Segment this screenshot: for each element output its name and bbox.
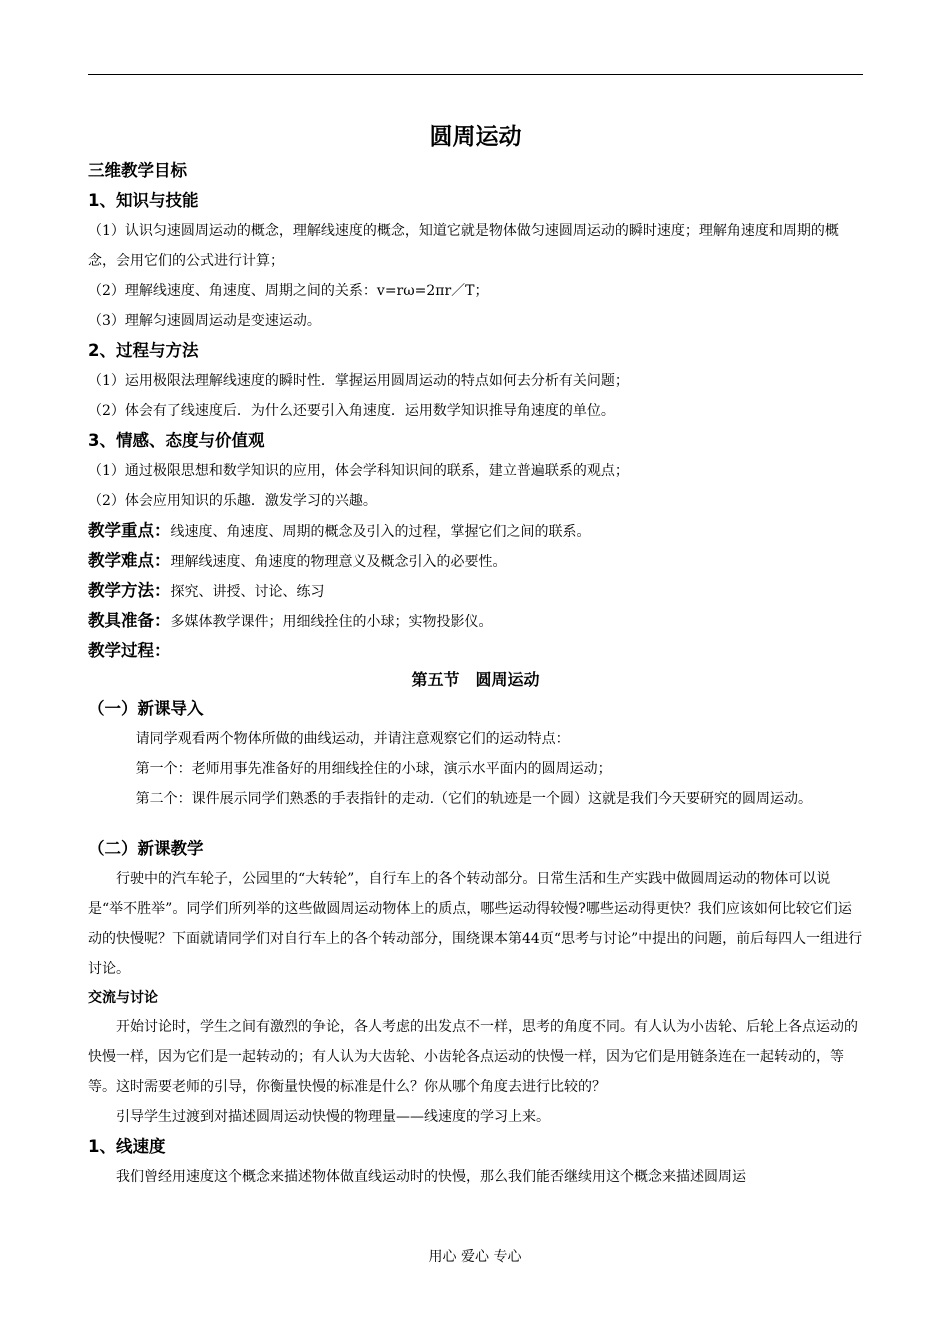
spacer — [88, 814, 863, 834]
intro-heading: （一）新课导入 — [88, 699, 204, 718]
linear-velocity-paragraph: 我们曾经用速度这个概念来描述物体做直线运动时的快慢，那么我们能否继续用这个概念来描述圆周运 — [116, 1169, 746, 1185]
header-rule — [88, 74, 863, 75]
knowledge-item-1: （1）认识匀速圆周运动的概念，理解线速度的概念，知道它就是物体做匀速圆周运动的瞬时速度；理解角速度和周期的概念，会用它们的公式进行计算； — [88, 223, 839, 269]
process-row — [88, 636, 863, 666]
values-item-1: （1）通过极限思想和数学知识的应用，体会学科知识间的联系，建立普遍联系的观点； — [88, 463, 629, 479]
document-body — [88, 118, 863, 1192]
knowledge-skills-heading: 1、知识与技能 — [88, 191, 199, 210]
teaching-paragraph: 行驶中的汽车轮子，公园里的“大转轮”，自行车上的各个转动部分。日常生活和生产实践中做圆周运动的物体可以说是“举不胜举”。同学们所列举的这些做圆周运动物体上的质点，哪些运动得较慢?哪些运动得更快？我们应该如何比较它们运动的快慢呢？下面就请同学们对自行车上的各个转动部分，围绕课本第44页“思考与讨论”中提出的问题，前后每四人一组进行讨论。 — [88, 871, 863, 977]
section-title: 第五节 圆周运动 — [411, 670, 540, 689]
difficulty-row — [88, 546, 863, 576]
goals-heading: 三维教学目标 — [88, 161, 187, 180]
method-text: 探究、讲授、讨论、练习 — [170, 584, 325, 600]
knowledge-item-3: （3）理解匀速圆周运动是变速运动。 — [88, 313, 321, 329]
process-item-2: （2）体会有了线速度后．为什么还要引入角速度．运用数学知识推导角速度的单位。 — [88, 403, 615, 419]
discussion-paragraph-1: 开始讨论时，学生之间有激烈的争论，各人考虑的出发点不一样，思考的角度不同。有人认为小齿轮、后轮上各点运动的快慢一样，因为它们是一起转动的；有人认为大齿轮、小齿轮各点运动的快慢一样，因为它们是用链条连在一起转动的，等等。这时需要老师的引导，你衡量快慢的标准是什么？你从哪个角度去进行比较的？ — [88, 1019, 858, 1095]
teaching-heading: （二）新课教学 — [88, 839, 204, 858]
page-footer: 用心 爱心 专心 — [428, 1249, 522, 1265]
tools-label: 教具准备： — [88, 611, 171, 630]
process-method-heading: 2、过程与方法 — [88, 341, 199, 360]
intro-paragraph-1: 请同学观看两个物体所做的曲线运动，并请注意观察它们的运动特点： — [135, 731, 570, 747]
values-heading: 3、情感、态度与价值观 — [88, 431, 265, 450]
document-title: 圆周运动 — [429, 124, 522, 150]
tools-row — [88, 606, 863, 636]
difficulty-label: 教学难点： — [88, 551, 171, 570]
method-label: 教学方法： — [88, 581, 171, 600]
difficulty-text: 理解线速度、角速度的物理意义及概念引入的必要性。 — [170, 554, 507, 570]
values-item-2: （2）体会应用知识的乐趣．激发学习的兴趣。 — [88, 493, 377, 509]
discussion-heading: 交流与讨论 — [88, 990, 158, 1006]
key-points-label: 教学重点： — [88, 521, 171, 540]
key-points-row — [88, 516, 863, 546]
intro-paragraph-2: 第一个：老师用事先准备好的用细线拴住的小球，演示水平面内的圆周运动； — [135, 761, 612, 777]
intro-paragraph-3: 第二个：课件展示同学们熟悉的手表指针的走动.（它们的轨迹是一个圆）这就是我们今天要研究的圆周运动。 — [135, 791, 813, 807]
tools-text: 多媒体教学课件；用细线拴住的小球；实物投影仪。 — [170, 614, 493, 630]
process-label: 教学过程： — [88, 641, 171, 660]
knowledge-item-2: （2）理解线速度、角速度、周期之间的关系：v=rω=2πr／T； — [88, 283, 489, 299]
method-row — [88, 576, 863, 606]
linear-velocity-heading: 1、线速度 — [88, 1137, 166, 1156]
process-item-1: （1）运用极限法理解线速度的瞬时性．掌握运用圆周运动的特点如何去分析有关问题； — [88, 373, 629, 389]
key-points-text: 线速度、角速度、周期的概念及引入的过程，掌握它们之间的联系。 — [170, 524, 591, 540]
discussion-paragraph-2: 引导学生过渡到对描述圆周运动快慢的物理量——线速度的学习上来。 — [116, 1109, 550, 1125]
